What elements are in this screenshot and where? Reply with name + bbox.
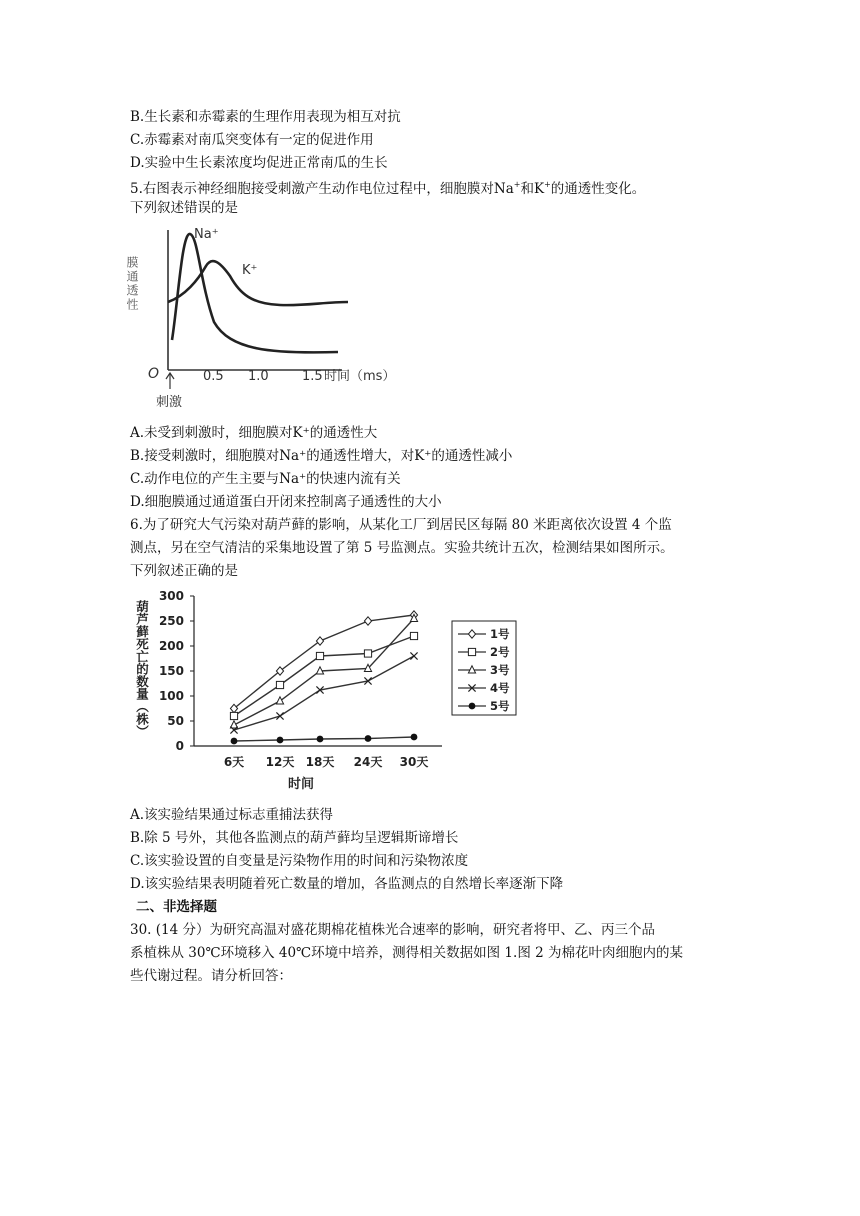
- chart-x-label: 时间: [288, 777, 315, 792]
- q5-option-c: C.动作电位的产生主要与Na⁺的快速内流有关: [130, 471, 401, 487]
- k-curve-label: K⁺: [242, 263, 258, 278]
- series-line-3: [234, 619, 414, 726]
- legend-label: 4号: [490, 681, 510, 695]
- q6-option-b: B.除 5 号外，其他各监测点的葫芦藓均呈逻辑斯谛增长: [130, 830, 459, 846]
- legend-label: 3号: [490, 663, 510, 677]
- q6-option-c: C.该实验设置的自变量是污染物作用的时间和污染物浓度: [130, 853, 469, 869]
- na-curve: [172, 234, 338, 352]
- x-tick-label: 24天: [353, 755, 383, 769]
- y-tick-label: 100: [158, 689, 184, 703]
- q6-stem-line-2: 测点，另在空气清洁的采集地设置了第 5 号监测点。实验共统计五次，检测结果如图所示。: [130, 540, 674, 556]
- q30-line-2: 系植株从 30℃环境移入 40℃环境中培养，测得相关数据如图 1.图 2 为棉花叶肉细胞内的某: [130, 945, 683, 961]
- chart-y-label: 葫芦藓死亡的数量（株）: [134, 600, 150, 738]
- q4-option-b: B.生长素和赤霉素的生理作用表现为相互对抗: [130, 109, 401, 125]
- q5-stem-end: 的通透性变化。: [550, 181, 646, 197]
- data-point-dot: [231, 738, 238, 745]
- permeability-figure: [125, 222, 420, 414]
- data-point-square: [410, 632, 417, 639]
- legend-label: 2号: [490, 645, 510, 659]
- perm-origin-label: O: [148, 366, 160, 382]
- data-point-diamond: [316, 637, 323, 645]
- perm-xtick-1-5: 1.5: [302, 369, 323, 384]
- q6-option-d: D.该实验结果表明随着死亡数量的增加，各监测点的自然增长率逐渐下降: [130, 876, 564, 892]
- data-point-square: [230, 712, 237, 719]
- series-line-5: [234, 737, 414, 741]
- stimulus-label: 刺激: [156, 395, 183, 410]
- data-point-square: [316, 652, 323, 659]
- q5-option-b: B.接受刺激时，细胞膜对Na⁺的通透性增大，对K⁺的通透性减小: [130, 448, 513, 464]
- x-tick-label: 6天: [223, 755, 245, 769]
- q30-line-1: 30. (14 分）为研究高温对盛花期棉花植株光合速率的影响，研究者将甲、乙、丙三个品: [130, 922, 655, 938]
- data-point-square: [468, 648, 475, 655]
- q6-option-a: A.该实验结果通过标志重捕法获得: [130, 807, 334, 823]
- perm-xtick-0-5: 0.5: [203, 369, 224, 384]
- data-point-x: [276, 712, 283, 719]
- data-point-x: [410, 652, 417, 659]
- q5-stem-text: 5.右图表示神经细胞接受刺激产生动作电位过程中，细胞膜对: [130, 181, 494, 197]
- q4-option-c: C.赤霉素对南瓜突变体有一定的促进作用: [130, 132, 374, 148]
- series-line-1: [234, 615, 414, 709]
- na-symbol: Na+: [493, 180, 521, 197]
- y-tick-label: 50: [167, 714, 184, 728]
- data-point-triangle: [276, 697, 283, 704]
- perm-xtick-1-0: 1.0: [248, 369, 269, 384]
- q30-line-3: 些代谢过程。请分析回答：: [130, 968, 292, 984]
- data-point-square: [276, 681, 283, 688]
- q5-and: 和: [520, 181, 534, 197]
- q5-stem-line-1: [130, 176, 645, 198]
- data-point-diamond: [364, 617, 371, 625]
- na-curve-label: Na⁺: [194, 227, 219, 242]
- data-point-square: [364, 650, 371, 657]
- q5-stem-line-2: 下列叙述错误的是: [130, 200, 238, 216]
- perm-y-label: 膜通透性: [125, 256, 139, 312]
- k-curve: [168, 261, 348, 305]
- legend-label: 5号: [490, 699, 510, 713]
- q6-stem-line-1: 6.为了研究大气污染对葫芦藓的影响，从某化工厂到居民区每隔 80 米距离依次设置 4 个监: [130, 517, 672, 533]
- q5-option-a: A.未受到刺激时，细胞膜对K⁺的通透性大: [130, 425, 378, 441]
- x-tick-label: 18天: [305, 755, 335, 769]
- q4-option-d: D.实验中生长素浓度均促进正常南瓜的生长: [130, 155, 388, 171]
- data-point-dot: [411, 734, 418, 741]
- data-point-dot: [469, 703, 476, 710]
- y-tick-label: 300: [158, 589, 184, 603]
- data-point-dot: [317, 736, 324, 743]
- x-tick-label: 12天: [265, 755, 295, 769]
- death-count-chart: [130, 588, 530, 800]
- series-line-4: [234, 656, 414, 730]
- data-point-dot: [365, 735, 372, 742]
- k-symbol: K+: [533, 180, 551, 197]
- x-tick-label: 30天: [399, 755, 429, 769]
- y-tick-label: 200: [158, 639, 184, 653]
- q5-option-d: D.细胞膜通过通道蛋白开闭来控制离子通透性的大小: [130, 494, 442, 510]
- section-heading: 二、非选择题: [136, 899, 217, 915]
- y-tick-label: 0: [175, 739, 184, 753]
- y-tick-label: 150: [158, 664, 184, 678]
- data-point-dot: [277, 737, 284, 744]
- perm-x-label: 时间（ms）: [324, 369, 396, 384]
- y-tick-label: 250: [158, 614, 184, 628]
- legend-label: 1号: [490, 627, 510, 641]
- q6-stem-line-3: 下列叙述正确的是: [130, 563, 238, 579]
